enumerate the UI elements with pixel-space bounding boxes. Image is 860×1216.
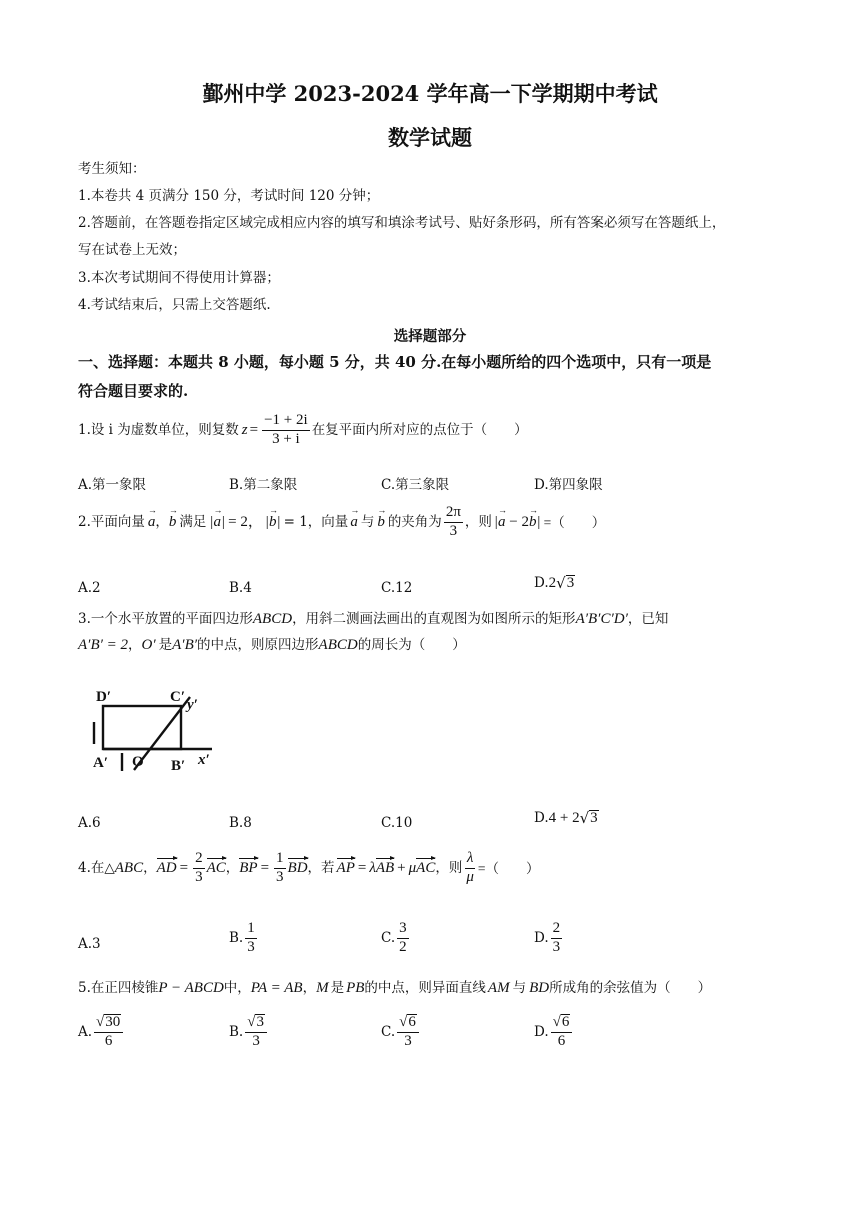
q5-option-c-radicand: 6: [408, 1014, 416, 1030]
q3-segment: A′B′: [172, 637, 198, 653]
q5-option-a-fraction: [94, 1014, 123, 1050]
notice-item: 写在试卷上无效；: [78, 242, 186, 258]
q5-text: 所成角的余弦值为（ ）: [549, 979, 712, 996]
q3-text: ，: [128, 636, 142, 653]
section-heading-cont: 符合题目要求的.: [78, 382, 189, 400]
q2-target-b: → b: [529, 515, 537, 530]
q3-label-c: C′: [170, 689, 186, 705]
q3-option-d: [534, 809, 599, 827]
q4-option-c: [381, 921, 411, 956]
q2-target-a: → a: [498, 515, 506, 530]
q3-abcd: ABCD: [318, 637, 358, 653]
section-heading: 一、选择题：本题共 8 小题，每小题 5 分，共 40 分.在每小题所给的四个选项中，只有一项是: [78, 353, 712, 371]
q5-option-a-radicand: 30: [105, 1014, 121, 1030]
q4-option-d-fraction: [551, 921, 563, 956]
q4-vec-ad-text: AD: [156, 859, 177, 876]
q4-eq: =: [357, 859, 367, 876]
q1-suffix: 在复平面内所对应的点位于（ ）: [311, 421, 528, 438]
q5-line-bd: BD: [529, 980, 550, 996]
q4-vec-ac2: [416, 861, 435, 876]
q1-numerator: −1 + 2i: [262, 413, 310, 431]
q4-ob-num: 1: [245, 921, 257, 939]
q4-option-b-fraction: [245, 921, 257, 956]
q5-line-am: AM: [487, 980, 510, 996]
q4-f2-num: 1: [274, 851, 286, 869]
q3-rect-shape: [103, 706, 181, 749]
q3-text: 3.一个水平放置的平面四边形: [78, 610, 253, 627]
q1-eq: =: [249, 421, 259, 438]
q4-mu: μ: [408, 859, 417, 876]
q4-lambda: λ: [369, 859, 376, 876]
q3-option-d-radicand: 3: [590, 809, 598, 826]
q1-option-a: A.第一象限: [78, 477, 147, 493]
q4-vec-ad: [157, 861, 177, 876]
q5-text: 与: [512, 979, 527, 996]
q5-option-d-num: √6: [551, 1014, 573, 1033]
q4-option-b-label: B.: [229, 930, 244, 947]
q2-vector-b: → b: [169, 515, 177, 530]
q2-abs-b: |→ b|: [265, 515, 281, 530]
q4-vec-ac-text: AC: [206, 859, 226, 876]
q4-fraction-2: [274, 851, 286, 886]
q1-prefix: 1.设 i 为虚数单位，则复数: [78, 421, 239, 438]
q3-option-b: B.8: [229, 815, 252, 831]
q5-text: 中，: [223, 979, 251, 996]
q4-option-b: [229, 921, 259, 956]
q2-option-d-label: D.: [534, 575, 549, 591]
q5-option-c-num: √6: [397, 1014, 419, 1033]
q2-text: 与: [360, 513, 375, 530]
q4-text: ，若: [307, 859, 335, 876]
q3-label-x: x′: [198, 752, 210, 768]
notice-item: 3.本次考试期间不得使用计算器；: [78, 270, 280, 286]
q4-vec-bp-text: BP: [239, 859, 258, 876]
q4-vec-ac: [207, 861, 226, 876]
q1-denominator: 3 + i: [272, 430, 300, 447]
q5-point-m: M: [316, 980, 329, 996]
sqrt-symbol: √: [556, 574, 566, 592]
q3-option-d-expr: 4 + 2: [548, 809, 580, 826]
q4-vec-bd: [288, 861, 308, 876]
q5-option-c: [381, 1014, 421, 1050]
question-1: [78, 413, 528, 448]
q2-option-d-radicand: 3: [566, 574, 575, 591]
q2-text: 的夹角为: [387, 513, 442, 530]
q5-option-b: [229, 1014, 269, 1050]
question-2: [78, 505, 605, 540]
q4-option-d-label: D.: [534, 930, 549, 947]
q4-od-num: 2: [551, 921, 563, 939]
q5-option-d-radicand: 6: [561, 1014, 570, 1030]
q5-option-b-fraction: [245, 1014, 267, 1050]
q4-fraction-1: [193, 851, 205, 886]
q2-abs-b-inner: → b: [269, 515, 277, 530]
q4-plus: +: [397, 859, 406, 876]
q3-given: A′B′ = 2: [78, 637, 129, 653]
q4-vec-ab-text: AB: [375, 859, 395, 876]
q5-option-c-fraction: [397, 1014, 419, 1050]
q3-label-d: D′: [96, 689, 112, 705]
notice-item: 1.本卷共 4 页满分 150 分，考试时间 120 分钟；: [78, 188, 380, 204]
q5-option-b-label: B.: [229, 1023, 244, 1040]
q3-option-a: A.6: [78, 815, 101, 831]
q2-text: 满足: [179, 513, 207, 530]
q2-angle-numerator: 2π: [444, 505, 463, 523]
q2-option-b: B.4: [229, 580, 252, 596]
q5-option-a-den: 6: [104, 1032, 113, 1049]
q5-option-b-num: √3: [245, 1014, 267, 1033]
q3-label-a: A′: [93, 755, 109, 771]
q4-comma: ，: [143, 859, 157, 876]
q4-vec-ap: [337, 861, 355, 876]
q4-vec-ab: [376, 861, 394, 876]
q5-option-d-fraction: [551, 1014, 573, 1050]
q5-option-a: [78, 1014, 125, 1050]
q5-segment-pb: PB: [346, 980, 365, 996]
q5-option-a-label: A.: [78, 1023, 93, 1040]
q2-text: =（ ）: [543, 514, 606, 530]
question-4: [78, 851, 540, 886]
q4-vec-bp: [239, 861, 257, 876]
q2-prefix: 2.平面向量: [78, 513, 145, 530]
q2-target-expr: |→ a − 2→ b|: [494, 515, 541, 530]
q4-vec-ac2-text: AC: [416, 859, 436, 876]
q2-target-minus: − 2: [505, 513, 529, 530]
q2-text: = 1，向量: [283, 513, 349, 530]
notice-item: 2.答题前，在答题卷指定区域完成相应内容的填写和填涂考试号、贴好条形码，所有答案必须写在答题纸上，: [78, 215, 726, 231]
q3-option-c: C.10: [381, 815, 413, 831]
q4-oc-den: 2: [399, 938, 407, 955]
q3-text: ，用斜二测画法画出的直观图为如图所示的矩形: [292, 610, 576, 627]
q2-vector-a: → a: [148, 515, 156, 530]
question-3: [78, 612, 668, 627]
q1-option-c: C.第三象限: [381, 477, 450, 493]
q2-option-a: A.2: [78, 580, 101, 596]
q5-option-a-num: √30: [94, 1014, 123, 1033]
q3-abcd: ABCD: [252, 611, 293, 627]
q4-ob-den: 3: [247, 938, 255, 955]
notice-item: 4.考试结束后，只需上交答题纸.: [78, 297, 271, 313]
sqrt-symbol: √: [579, 809, 590, 827]
q4-f1-num: 2: [193, 851, 205, 869]
q4-od-den: 3: [552, 938, 561, 955]
q3-point-o: O′: [141, 637, 156, 653]
q1-fraction: [262, 413, 310, 448]
q5-equality: PA = AB: [250, 980, 303, 996]
q4-ratio: [464, 851, 476, 886]
q1-option-d: D.第四象限: [534, 477, 603, 493]
q4-triangle: ABC: [114, 859, 144, 876]
q5-text: ，: [302, 979, 317, 996]
q5-option-d-den: 6: [557, 1032, 566, 1049]
q2-option-c: C.12: [381, 580, 413, 596]
q2-angle-denominator: 3: [449, 522, 458, 539]
q5-option-c-den: 3: [404, 1032, 412, 1049]
q3-label-o: O: [132, 754, 144, 770]
q4-f2-den: 3: [276, 868, 284, 885]
q1-option-b: B.第二象限: [229, 477, 298, 493]
q3-figure: [86, 684, 226, 784]
q5-text: 5.在正四棱锥: [78, 979, 159, 996]
q4-f1-den: 3: [195, 868, 203, 885]
q3-text: 的中点，则原四边形: [197, 636, 319, 653]
q3-text: 是: [158, 636, 173, 653]
q2-comma: ，: [155, 513, 169, 530]
q3-label-y: y′: [187, 697, 198, 713]
q5-pyramid: P − ABCD: [158, 980, 224, 996]
q4-eq: =: [179, 859, 189, 876]
q3-rect: A′B′C′D′: [575, 611, 628, 627]
q4-option-a: A.3: [78, 936, 101, 952]
question-5: [78, 981, 711, 996]
q2-option-d: [534, 574, 575, 592]
q4-ratio-num: λ: [465, 851, 476, 869]
q4-text: =（ ）: [477, 860, 540, 876]
q5-text: 的中点，则异面直线: [364, 979, 486, 996]
q5-option-c-label: C.: [381, 1023, 396, 1040]
q2-abs-a-inner: → a: [214, 515, 222, 530]
q4-option-d: [534, 921, 564, 956]
q5-option-b-den: 3: [252, 1032, 260, 1049]
q2-angle-fraction: [444, 505, 463, 540]
q4-vec-bd-text: BD: [287, 859, 308, 876]
q4-vec-ap-text: AP: [336, 859, 355, 876]
q5-option-d-label: D.: [534, 1023, 549, 1040]
q4-text: 4.在△: [78, 859, 115, 876]
q4-comma: ，: [225, 859, 240, 876]
q1-z: z: [241, 421, 248, 438]
q2-text: ，则: [464, 513, 492, 530]
q4-ratio-den: μ: [466, 868, 474, 885]
exam-subtitle: 数学试题: [388, 125, 472, 150]
q4-option-c-label: C.: [381, 930, 396, 947]
section-part-title: 选择题部分: [393, 328, 467, 345]
q5-option-d: [534, 1014, 574, 1050]
q3-label-b: B′: [171, 758, 186, 774]
q2-vector-a: → a: [350, 515, 358, 530]
q4-option-c-fraction: [397, 921, 409, 956]
q4-eq: =: [260, 859, 270, 876]
q5-text: 是: [330, 979, 345, 996]
question-3-cont: [78, 638, 466, 653]
q3-text: ，已知: [627, 610, 669, 627]
q4-text: ，则: [435, 859, 463, 876]
q4-oc-num: 3: [397, 921, 409, 939]
q3-option-d-label: D.: [534, 810, 549, 826]
q2-text: = 2，: [228, 513, 263, 530]
notice-heading: 考生须知：: [78, 161, 146, 177]
q3-text: 的周长为（ ）: [357, 636, 466, 653]
q2-vector-b: → b: [377, 515, 385, 530]
q2-abs-a: |→ a|: [209, 515, 225, 530]
q5-option-b-radicand: 3: [256, 1014, 264, 1030]
q2-option-d-coef: 2: [548, 574, 557, 591]
exam-title: 鄞州中学 2023-2024 学年高一下学期期中考试: [202, 81, 658, 106]
